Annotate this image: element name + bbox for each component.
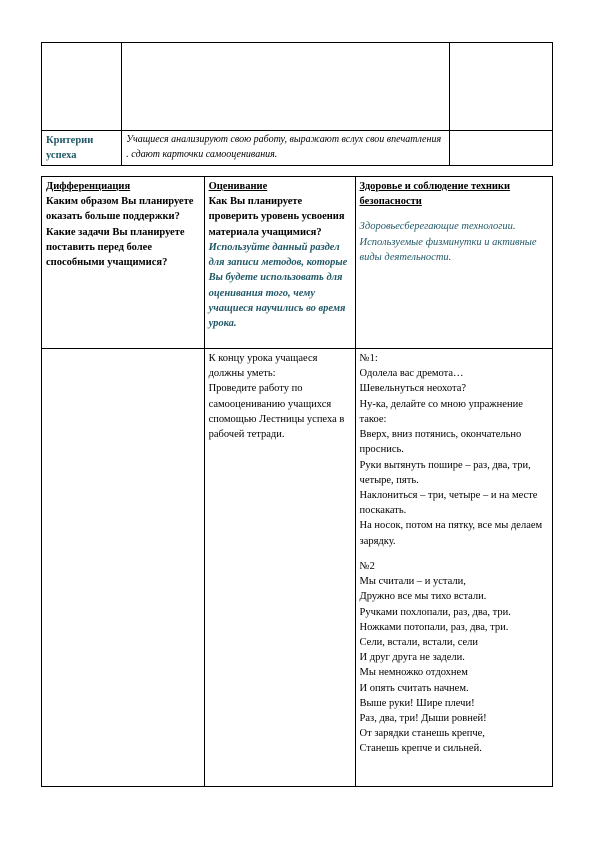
exercise2-title: №2 <box>359 560 375 572</box>
differentiation-heading: Дифференциация <box>46 181 131 192</box>
empty-cell-2 <box>122 43 449 131</box>
criteria-row <box>42 131 553 166</box>
empty-cell-1 <box>42 43 122 131</box>
differentiation-cell <box>42 177 205 349</box>
exercise2-line: Дружно все мы тихо встали. <box>359 591 487 603</box>
exercise1-line: Одолела вас дремота… <box>359 368 464 380</box>
exercise2-line: От зарядки станешь крепче, <box>359 728 485 740</box>
header-row <box>42 177 553 349</box>
empty-cell-3 <box>449 43 552 131</box>
content-row <box>42 349 553 787</box>
exercise1-line: Шевельнуться неохота? <box>359 383 467 395</box>
assessment-content-cell <box>204 349 355 787</box>
criteria-label: Критерии успеха <box>42 131 122 166</box>
exercise2-line: И опять считать начнем. <box>359 682 469 694</box>
exercise2-line: Сели, встали, встали, сели <box>359 636 479 648</box>
assessment-body-line1: К концу урока учащаеся должны уметь: <box>208 353 318 380</box>
assessment-heading: Оценивание <box>208 181 268 192</box>
exercise2-line: Мы немножко отдохнем <box>359 667 468 679</box>
exercise2-line: И друг друга не задели. <box>359 652 465 664</box>
exercise2-line: Выше руки! Шире плечи! <box>359 697 475 709</box>
exercise2-line: Раз, два, три! Дыши ровней! <box>359 713 487 725</box>
assessment-cell <box>204 177 355 349</box>
health-content-cell <box>355 349 552 787</box>
exercise2-line: Мы считали – и устали, <box>359 576 466 588</box>
differentiation-question: Каким образом Вы планируете оказать больше поддержки? Какие задачи Вы планируете поставить перед более способными учащимися? <box>46 196 194 269</box>
exercise1-line: Руки вытянуть пошире – раз, два, три, четыре, пять. <box>359 459 531 486</box>
assessment-body-line2: Проведите работу по самооцениванию учащихся спомощью Лестницы успеха в рабочей тетради. <box>208 383 345 441</box>
health-hint: Здоровьесберегающие технологии. Используемые физминутки и активные виды деятельности. <box>359 221 537 263</box>
criteria-text: Учащиеся анализируют свою работу, выражают вслух свои впечатления . сдают карточки самооценивания. <box>122 131 449 166</box>
lesson-plan-top-table <box>41 42 553 166</box>
exercise1-line: Вверх, вниз потянись, окончательно проснись. <box>359 429 522 456</box>
exercise1-line: Наклониться – три, четыре – и на месте поскакать. <box>359 489 538 517</box>
exercise2-line: Станешь крепче и сильней. <box>359 743 482 755</box>
lesson-plan-bottom-table <box>41 176 553 787</box>
criteria-empty-cell <box>449 131 552 166</box>
health-cell <box>355 177 552 349</box>
differentiation-content-cell <box>42 349 205 787</box>
empty-row <box>42 43 553 131</box>
assessment-question: Как Вы планируете проверить уровень усвоения материала учащимися? <box>208 196 345 238</box>
exercise1-title: №1: <box>359 353 378 364</box>
exercise1-line: Ну-ка, делайте со мною упражнение такое: <box>359 398 523 425</box>
exercise2-line: Ручками похлопали, раз, два, три. <box>359 606 511 618</box>
health-heading: Здоровье и соблюдение техники безопасности <box>359 181 511 208</box>
assessment-hint: Используйте данный раздел для записи методов, которые Вы будете использовать для оценивания того, чему учащиеся научились во время урока. <box>208 241 348 329</box>
exercise1-line: На носок, потом на пятку, все мы делаем зарядку. <box>359 520 543 547</box>
exercise2-line: Ножками потопали, раз, два, три. <box>359 621 509 633</box>
